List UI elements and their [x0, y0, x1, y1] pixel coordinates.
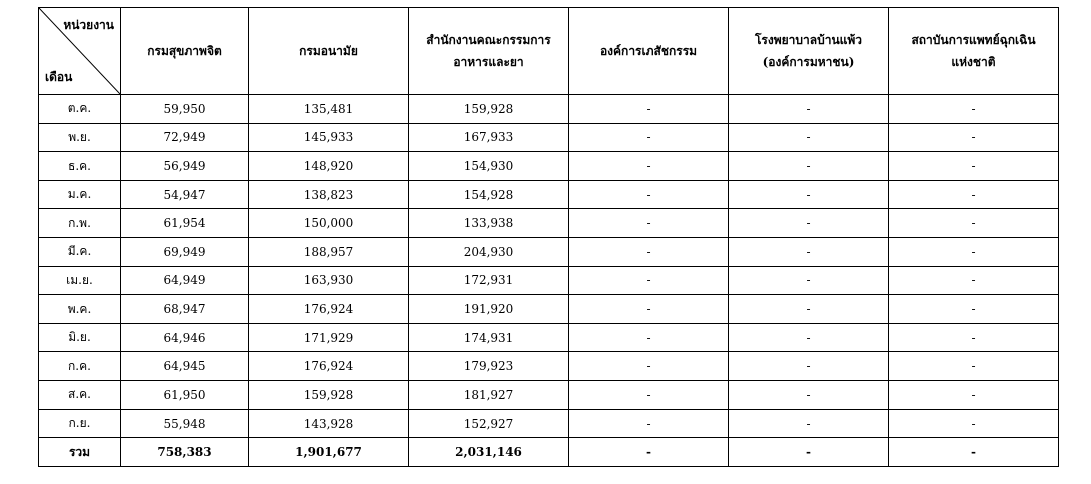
column-header-niem — [889, 8, 1059, 95]
total-value-cell: 758,383 — [121, 438, 249, 467]
value-cell: - — [569, 123, 729, 152]
table-row — [39, 409, 1059, 438]
value-cell: 181,927 — [409, 381, 569, 410]
value-cell: - — [729, 238, 889, 267]
value-cell: 204,930 — [409, 238, 569, 267]
value-cell: - — [569, 180, 729, 209]
corner-agency-label: หน่วยงาน — [63, 18, 114, 32]
value-cell: 133,938 — [409, 209, 569, 238]
month-cell: ม.ค. — [39, 180, 121, 209]
column-header-banphaeo-hospital — [729, 8, 889, 95]
value-cell: - — [729, 323, 889, 352]
table-row — [39, 352, 1059, 381]
value-cell: 154,930 — [409, 152, 569, 181]
corner-month-label: เดือน — [45, 70, 73, 84]
month-cell: ก.พ. — [39, 209, 121, 238]
value-cell: - — [569, 238, 729, 267]
total-row — [39, 438, 1059, 467]
total-label-cell: รวม — [39, 438, 121, 467]
value-cell: 54,947 — [121, 180, 249, 209]
value-cell: 64,946 — [121, 323, 249, 352]
column-header-line2: อาหารและยา — [453, 55, 524, 69]
value-cell: 72,949 — [121, 123, 249, 152]
total-value-cell: 2,031,146 — [409, 438, 569, 467]
value-cell: - — [889, 266, 1059, 295]
value-cell: - — [729, 209, 889, 238]
value-cell: 188,957 — [249, 238, 409, 267]
table-row — [39, 266, 1059, 295]
table-row — [39, 381, 1059, 410]
value-cell: 68,947 — [121, 295, 249, 324]
table-row — [39, 295, 1059, 324]
value-cell: 174,931 — [409, 323, 569, 352]
value-cell: - — [889, 95, 1059, 124]
table-row — [39, 123, 1059, 152]
value-cell: 167,933 — [409, 123, 569, 152]
value-cell: 55,948 — [121, 409, 249, 438]
column-header-mental-health — [121, 8, 249, 95]
value-cell: 69,949 — [121, 238, 249, 267]
value-cell: - — [729, 123, 889, 152]
value-cell: - — [889, 352, 1059, 381]
table-row — [39, 180, 1059, 209]
value-cell: 171,929 — [249, 323, 409, 352]
month-cell: ต.ค. — [39, 95, 121, 124]
value-cell: - — [729, 180, 889, 209]
value-cell: - — [729, 409, 889, 438]
total-value-cell: - — [889, 438, 1059, 467]
column-header-fda — [409, 8, 569, 95]
value-cell: - — [729, 352, 889, 381]
value-cell: 191,920 — [409, 295, 569, 324]
month-cell: มี.ค. — [39, 238, 121, 267]
value-cell: - — [569, 152, 729, 181]
value-cell: 159,928 — [249, 381, 409, 410]
value-cell: - — [729, 152, 889, 181]
column-header-line1: สำนักงานคณะกรรมการ — [426, 33, 551, 47]
value-cell: 179,923 — [409, 352, 569, 381]
value-cell: - — [729, 266, 889, 295]
table-body — [39, 95, 1059, 467]
value-cell: - — [889, 409, 1059, 438]
month-cell: พ.ค. — [39, 295, 121, 324]
value-cell: - — [889, 180, 1059, 209]
table-row — [39, 209, 1059, 238]
value-cell: - — [889, 381, 1059, 410]
header-row — [39, 8, 1059, 95]
value-cell: - — [889, 238, 1059, 267]
value-cell: - — [569, 266, 729, 295]
value-cell: 61,954 — [121, 209, 249, 238]
value-cell: - — [889, 295, 1059, 324]
value-cell: 150,000 — [249, 209, 409, 238]
value-cell: - — [889, 152, 1059, 181]
column-header-line1: กรมสุขภาพจิต — [147, 44, 222, 58]
monthly-agency-table — [38, 7, 1059, 467]
value-cell: - — [569, 209, 729, 238]
value-cell: 148,920 — [249, 152, 409, 181]
value-cell: 61,950 — [121, 381, 249, 410]
value-cell: - — [889, 209, 1059, 238]
month-cell: ก.ย. — [39, 409, 121, 438]
table-row — [39, 95, 1059, 124]
value-cell: - — [729, 95, 889, 124]
value-cell: 143,928 — [249, 409, 409, 438]
value-cell: 56,949 — [121, 152, 249, 181]
value-cell: 145,933 — [249, 123, 409, 152]
total-value-cell: 1,901,677 — [249, 438, 409, 467]
month-cell: มิ.ย. — [39, 323, 121, 352]
value-cell: 152,927 — [409, 409, 569, 438]
value-cell: 172,931 — [409, 266, 569, 295]
column-header-gpo — [569, 8, 729, 95]
value-cell: - — [569, 295, 729, 324]
month-cell: พ.ย. — [39, 123, 121, 152]
value-cell: 176,924 — [249, 352, 409, 381]
value-cell: - — [569, 95, 729, 124]
month-cell: ก.ค. — [39, 352, 121, 381]
value-cell: 59,950 — [121, 95, 249, 124]
table-row — [39, 152, 1059, 181]
value-cell: 64,949 — [121, 266, 249, 295]
month-cell: ส.ค. — [39, 381, 121, 410]
value-cell: 135,481 — [249, 95, 409, 124]
value-cell: 64,945 — [121, 352, 249, 381]
value-cell: 159,928 — [409, 95, 569, 124]
value-cell: - — [729, 295, 889, 324]
total-value-cell: - — [729, 438, 889, 467]
value-cell: - — [889, 123, 1059, 152]
total-value-cell: - — [569, 438, 729, 467]
value-cell: - — [569, 323, 729, 352]
value-cell: 138,823 — [249, 180, 409, 209]
value-cell: - — [569, 409, 729, 438]
value-cell: - — [569, 352, 729, 381]
column-header-health — [249, 8, 409, 95]
table-row — [39, 323, 1059, 352]
value-cell: - — [569, 381, 729, 410]
value-cell: 154,928 — [409, 180, 569, 209]
table-row — [39, 238, 1059, 267]
month-cell: เม.ย. — [39, 266, 121, 295]
column-header-line1: กรมอนามัย — [299, 44, 358, 58]
corner-header-cell — [39, 8, 121, 95]
column-header-line2: (องค์การมหาชน) — [762, 55, 855, 69]
month-cell: ธ.ค. — [39, 152, 121, 181]
value-cell: - — [889, 323, 1059, 352]
value-cell: 163,930 — [249, 266, 409, 295]
column-header-line1: โรงพยาบาลบ้านแพ้ว — [754, 33, 863, 47]
column-header-line1: สถาบันการแพทย์ฉุกเฉิน — [911, 33, 1036, 47]
column-header-line1: องค์การเภสัชกรรม — [599, 44, 698, 58]
column-header-line2: แห่งชาติ — [951, 55, 996, 69]
value-cell: - — [729, 381, 889, 410]
value-cell: 176,924 — [249, 295, 409, 324]
